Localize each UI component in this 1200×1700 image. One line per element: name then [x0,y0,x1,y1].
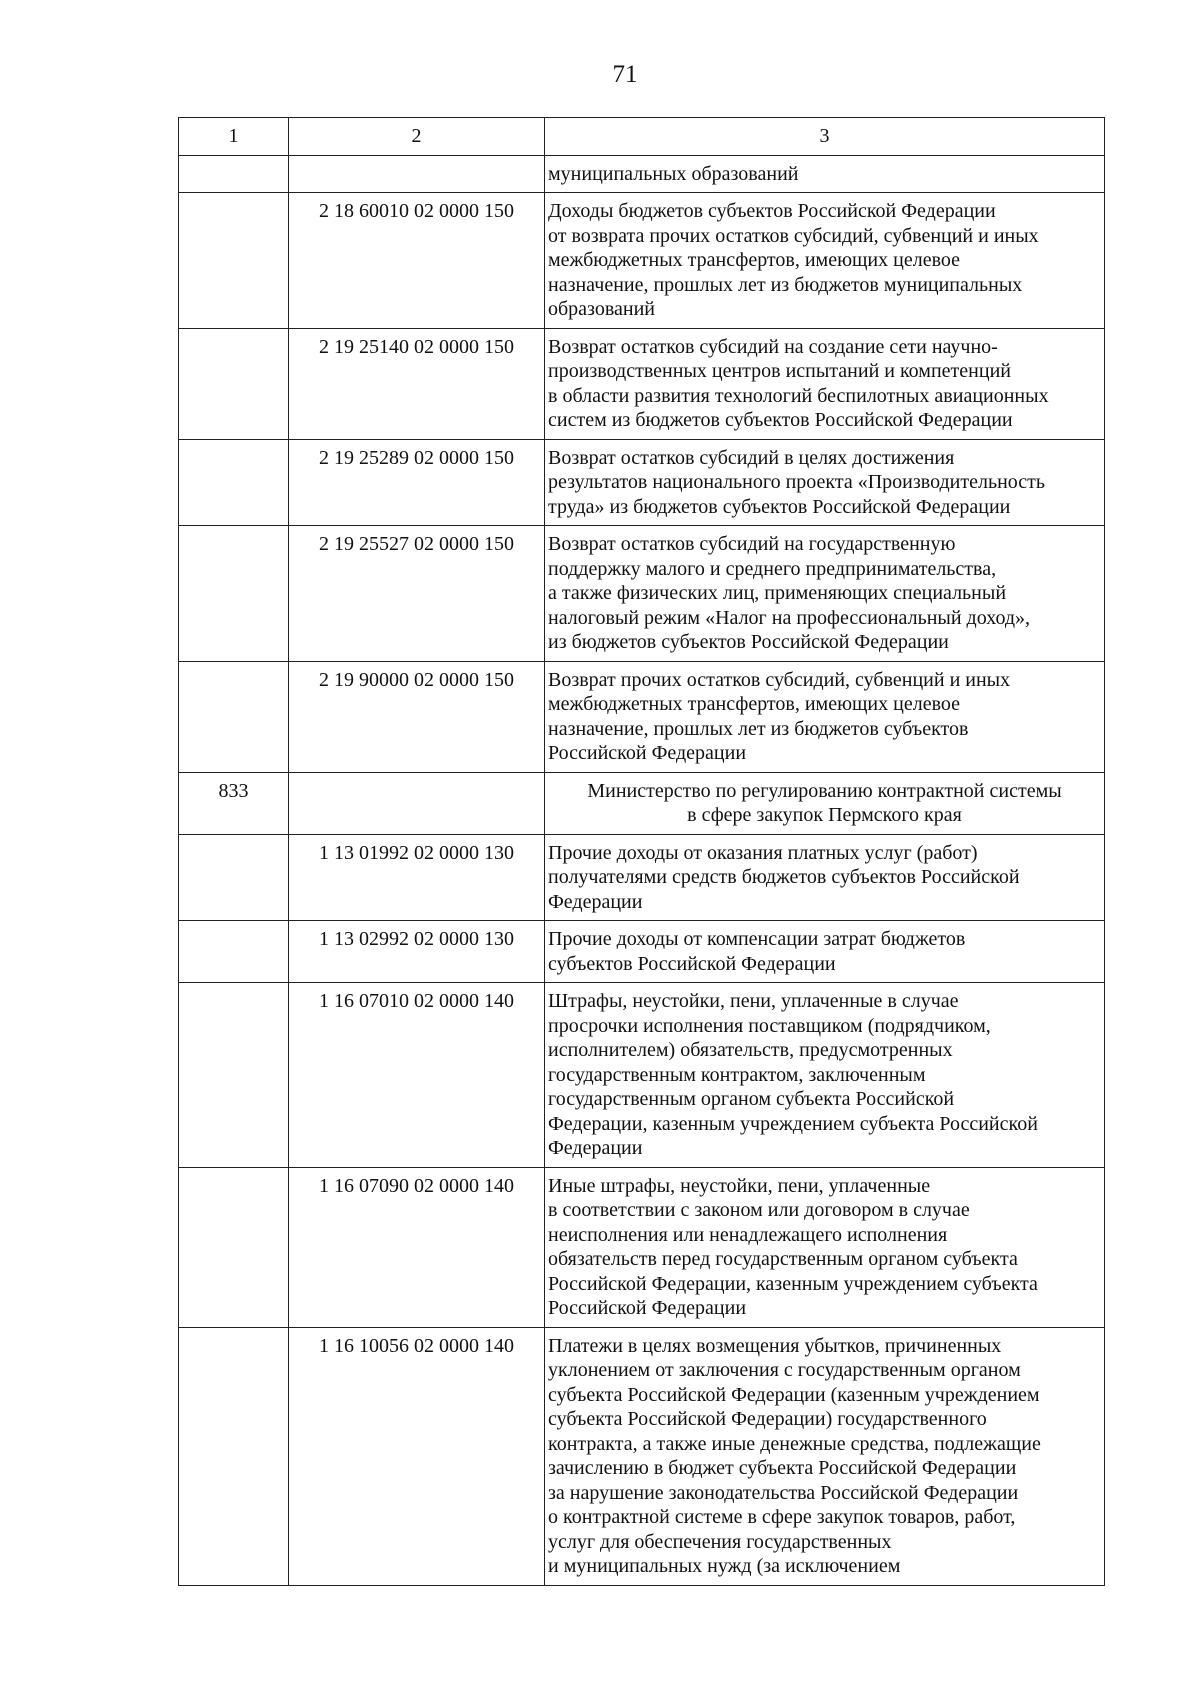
revenue-code-cell: 1 16 07010 02 0000 140 [289,983,545,1168]
revenue-code-cell [289,772,545,834]
admin-code-cell [179,439,289,526]
description-line: контракта, а также иные денежные средства, подлежащие [548,1432,1041,1455]
description-line: исполнителем) обязательств, предусмотренных [548,1039,953,1061]
revenue-code-cell: 1 16 10056 02 0000 140 [289,1327,545,1585]
description-line: Доходы бюджетов субъектов Российской Федерации [548,200,996,222]
description-line: Российской Федерации [548,1297,747,1319]
table-row [179,921,1105,983]
description-cell [545,983,1105,1168]
description-line: Платежи в целях возмещения убытков, причиненных [548,1334,1002,1357]
description-cell [545,921,1105,983]
admin-code-cell [179,155,289,193]
description-line: в сфере закупок Пермского края [687,804,962,826]
admin-code-cell [179,661,289,772]
admin-code-cell [179,328,289,439]
admin-code-cell [179,921,289,983]
table-row [179,983,1105,1168]
description-line: зачислению в бюджет субъекта Российской Федерации [548,1457,1017,1479]
description-cell [545,1327,1105,1585]
revenue-codes-table [178,117,1105,1586]
description-cell [545,661,1105,772]
admin-code-cell: 833 [179,772,289,834]
description-line: из бюджетов субъектов Российской Федерации [548,631,949,653]
admin-code-cell [179,983,289,1168]
revenue-code-cell: 1 13 02992 02 0000 130 [289,921,545,983]
description-line: государственным органом субъекта Российской [548,1088,955,1110]
table-row [179,155,1105,193]
description-line: за нарушение законодательства Российской Федерации [548,1481,1019,1504]
description-line: Прочие доходы от оказания платных услуг (работ) [548,841,978,864]
description-line: налоговый режим «Налог на профессиональный доход», [548,606,1031,629]
description-line: Иные штрафы, неустойки, пени, уплаченные [548,1174,931,1197]
description-line: Министерство по регулированию контрактной системы [587,779,1062,802]
table-row [179,1327,1105,1585]
revenue-code-cell: 2 19 90000 02 0000 150 [289,661,545,772]
description-cell [545,193,1105,329]
table-header-row [179,118,1105,156]
description-cell [545,834,1105,921]
table-row [179,772,1105,834]
page-number: 71 [612,61,638,88]
revenue-code-cell [289,155,545,193]
revenue-code-cell: 2 19 25527 02 0000 150 [289,526,545,662]
description-line: Федерации, казенным учреждением субъекта Российской [548,1112,1038,1135]
description-line: Федерации [548,1137,643,1159]
description-line: межбюджетных трансфертов, имеющих целевое [548,693,961,715]
revenue-code-cell: 2 19 25140 02 0000 150 [289,328,545,439]
description-line: в области развития технологий беспилотных авиационных [548,384,1049,407]
description-line: образований [548,298,656,320]
table-row [179,1167,1105,1327]
admin-code-cell [179,526,289,662]
description-line: Федерации [548,890,643,913]
description-line: систем из бюджетов субъектов Российской Федерации [548,409,1013,431]
admin-code-cell [179,834,289,921]
description-line: а также физических лиц, применяющих специальный [548,582,1007,604]
table-row [179,328,1105,439]
description-line: Российской Федерации, казенным учреждением субъекта [548,1272,1038,1295]
description-line: обязательств перед государственным органом субъекта [548,1248,1018,1270]
revenue-code-cell: 2 19 25289 02 0000 150 [289,439,545,526]
description-line: поддержку малого и среднего предпринимательства, [548,557,997,580]
description-line: Прочие доходы от компенсации затрат бюджетов [548,928,966,950]
table-row [179,193,1105,329]
admin-code-cell [179,1167,289,1327]
description-line: Возврат остатков субсидий в целях достижения [548,446,955,469]
description-line: получателями средств бюджетов субъектов Российской [548,866,1020,888]
description-line: производственных центров испытаний и компетенций [548,360,1011,382]
description-line: услуг для обеспечения государственных [548,1530,892,1553]
column-header-3: 3 [545,118,1105,156]
description-cell [545,439,1105,526]
description-cell [545,772,1105,834]
revenue-code-cell: 1 13 01992 02 0000 130 [289,834,545,921]
description-cell [545,155,1105,193]
description-line: государственным контрактом, заключенным [548,1063,926,1086]
description-line: в соответствии с законом или договором в случае [548,1199,970,1221]
admin-code-cell [179,193,289,329]
table-row [179,439,1105,526]
description-line: Возврат остатков субсидий на государственную [548,533,956,555]
table-row [179,526,1105,662]
revenue-code-cell: 2 18 60010 02 0000 150 [289,193,545,329]
description-line: просрочки исполнения поставщиком (подрядчиком, [548,1014,991,1037]
description-line: Штрафы, неустойки, пени, уплаченные в случае [548,990,959,1012]
description-line: Возврат остатков субсидий на создание сети научно- [548,335,998,358]
description-line: результатов национального проекта «Производительность [548,471,1046,493]
description-line: от возврата прочих остатков субсидий, субвенций и иных [548,224,1039,247]
description-cell [545,328,1105,439]
description-line: субъекта Российской Федерации (казенным учреждением [548,1383,1040,1406]
table-row [179,661,1105,772]
table-row [179,834,1105,921]
description-line: назначение, прошлых лет из бюджетов муниципальных [548,273,1023,296]
description-cell [545,526,1105,662]
description-line: назначение, прошлых лет из бюджетов субъектов [548,717,969,740]
admin-code-cell [179,1327,289,1585]
description-line: межбюджетных трансфертов, имеющих целевое [548,249,961,271]
description-line: Возврат прочих остатков субсидий, субвенций и иных [548,668,1011,691]
description-line: неисполнения или ненадлежащего исполнения [548,1223,948,1246]
description-line: субъекта Российской Федерации) государственного [548,1408,987,1430]
description-line: субъектов Российской Федерации [548,952,836,975]
description-line: муниципальных образований [548,162,799,185]
description-line: о контрактной системе в сфере закупок товаров, работ, [548,1506,1016,1528]
description-line: уклонением от заключения с государственным органом [548,1359,1021,1381]
description-line: и муниципальных нужд (за исключением [548,1555,901,1577]
description-line: труда» из бюджетов субъектов Российской Федерации [548,495,1011,518]
revenue-code-cell: 1 16 07090 02 0000 140 [289,1167,545,1327]
table-body [179,155,1105,1585]
description-line: Российской Федерации [548,742,747,764]
column-header-2: 2 [289,118,545,156]
column-header-1: 1 [179,118,289,156]
description-cell [545,1167,1105,1327]
